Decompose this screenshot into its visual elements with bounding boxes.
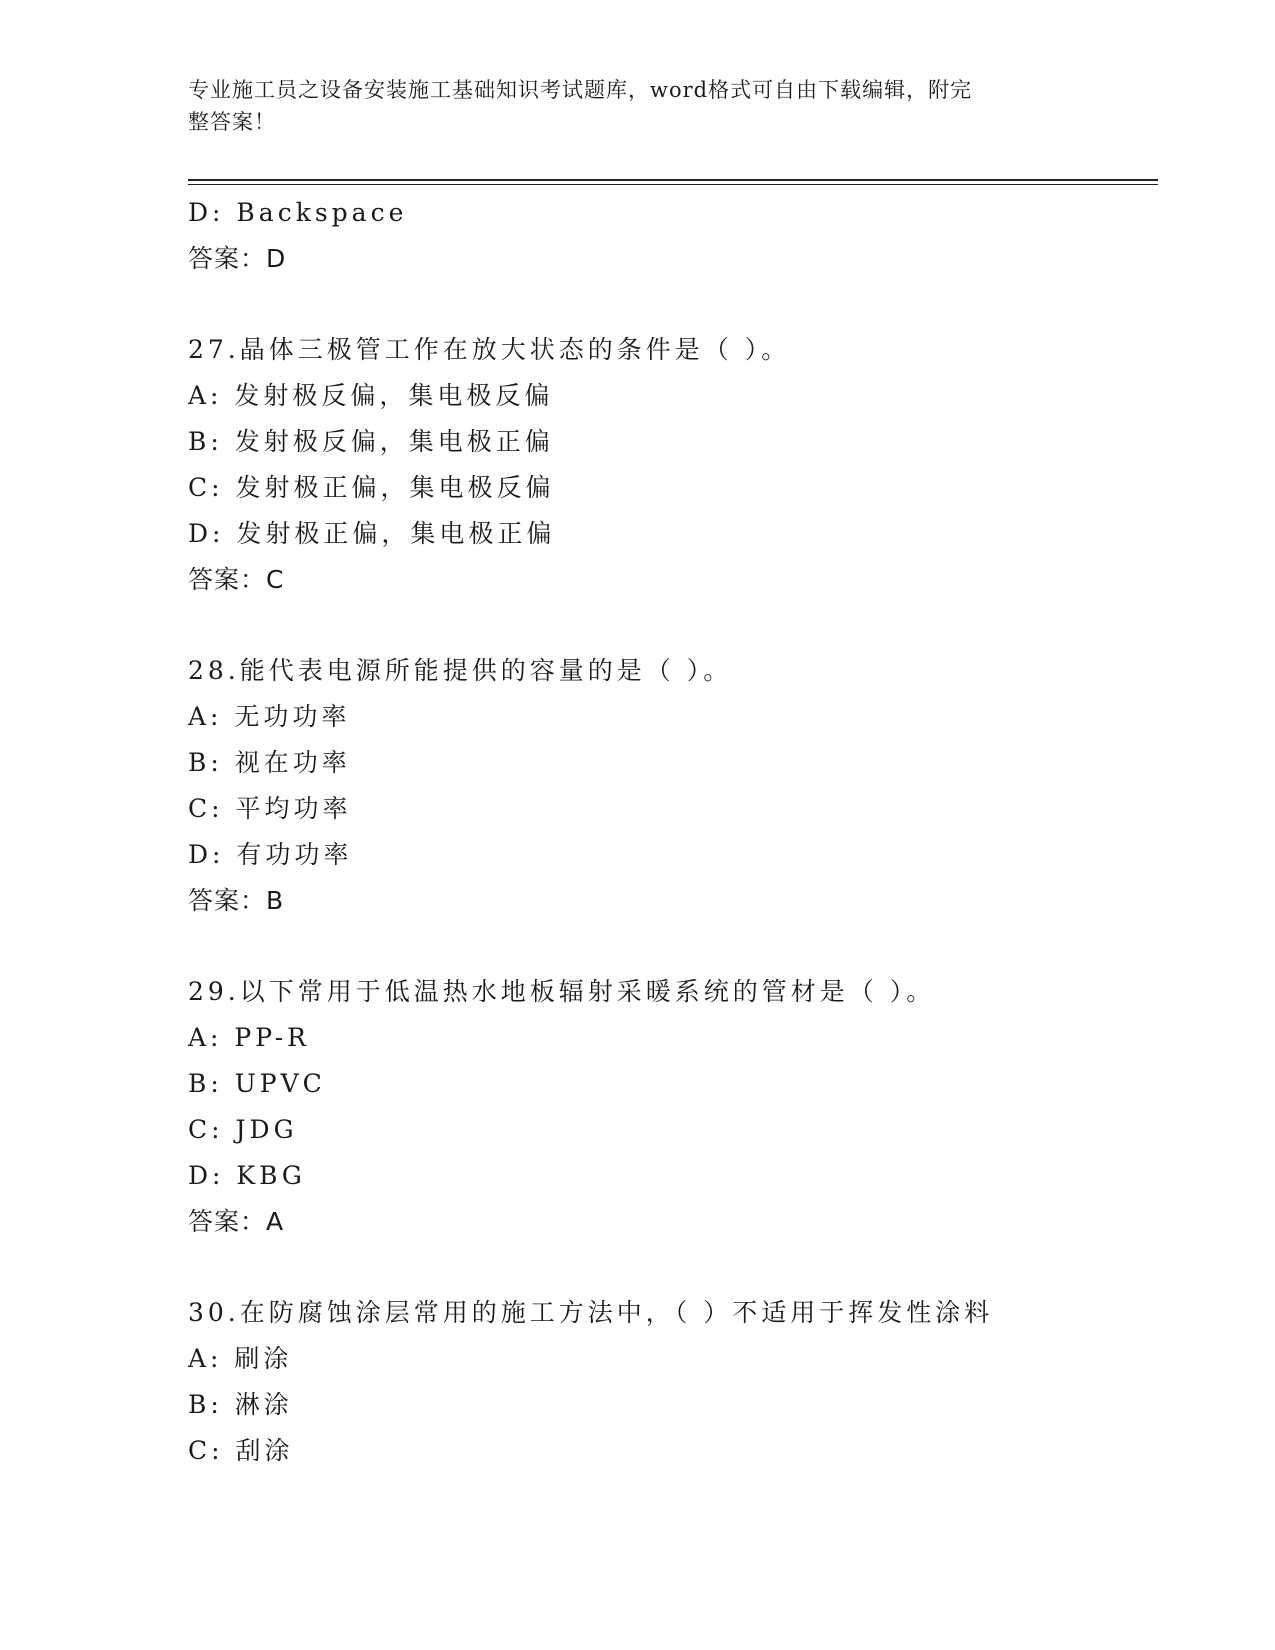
previous-question-tail: [188, 190, 1188, 282]
question-stem: 30.在防腐蚀涂层常用的施工方法中，（ ）不适用于挥发性涂料: [188, 1298, 994, 1327]
option-b: B: 发射极反偏，集电极正偏: [188, 427, 554, 456]
document-body: [188, 190, 1188, 1474]
question-stem: 29.以下常用于低温热水地板辐射采暖系统的管材是（ ）。: [188, 977, 936, 1006]
question-stem: 28.能代表电源所能提供的容量的是（ ）。: [188, 656, 733, 685]
option-c: C: 刮涂: [188, 1436, 294, 1465]
option-a: A: 无功功率: [188, 702, 351, 731]
answer-line: 答案：D: [188, 244, 287, 273]
header-divider-thin: [188, 184, 1158, 185]
question-29: [188, 969, 1188, 1245]
header-line-2: 整答案！: [188, 110, 276, 134]
question-stem: 27.晶体三极管工作在放大状态的条件是（ ）。: [188, 335, 791, 364]
header-divider: [188, 179, 1158, 181]
option-d: D: Backspace: [188, 198, 408, 227]
option-a: A: 发射极反偏，集电极反偏: [188, 381, 554, 410]
answer-line: 答案：C: [188, 565, 285, 594]
document-header: [188, 74, 1088, 138]
option-c: C: JDG: [188, 1115, 298, 1144]
question-30: [188, 1290, 1188, 1474]
option-d: D: 有功功率: [188, 840, 353, 869]
option-c: C: 发射极正偏，集电极反偏: [188, 473, 555, 502]
option-b: B: 视在功率: [188, 748, 351, 777]
answer-line: 答案：B: [188, 886, 285, 915]
question-27: [188, 327, 1188, 603]
option-d: D: 发射极正偏，集电极正偏: [188, 519, 556, 548]
option-d: D: KBG: [188, 1161, 306, 1190]
option-c: C: 平均功率: [188, 794, 352, 823]
option-b: B: 淋涂: [188, 1390, 293, 1419]
header-line-1: 专业施工员之设备安装施工基础知识考试题库，word格式可自由下载编辑，附完: [188, 78, 973, 102]
question-28: [188, 648, 1188, 924]
option-a: A: PP-R: [188, 1023, 310, 1052]
option-b: B: UPVC: [188, 1069, 326, 1098]
answer-line: 答案：A: [188, 1207, 285, 1236]
option-a: A: 刷涂: [188, 1344, 293, 1373]
